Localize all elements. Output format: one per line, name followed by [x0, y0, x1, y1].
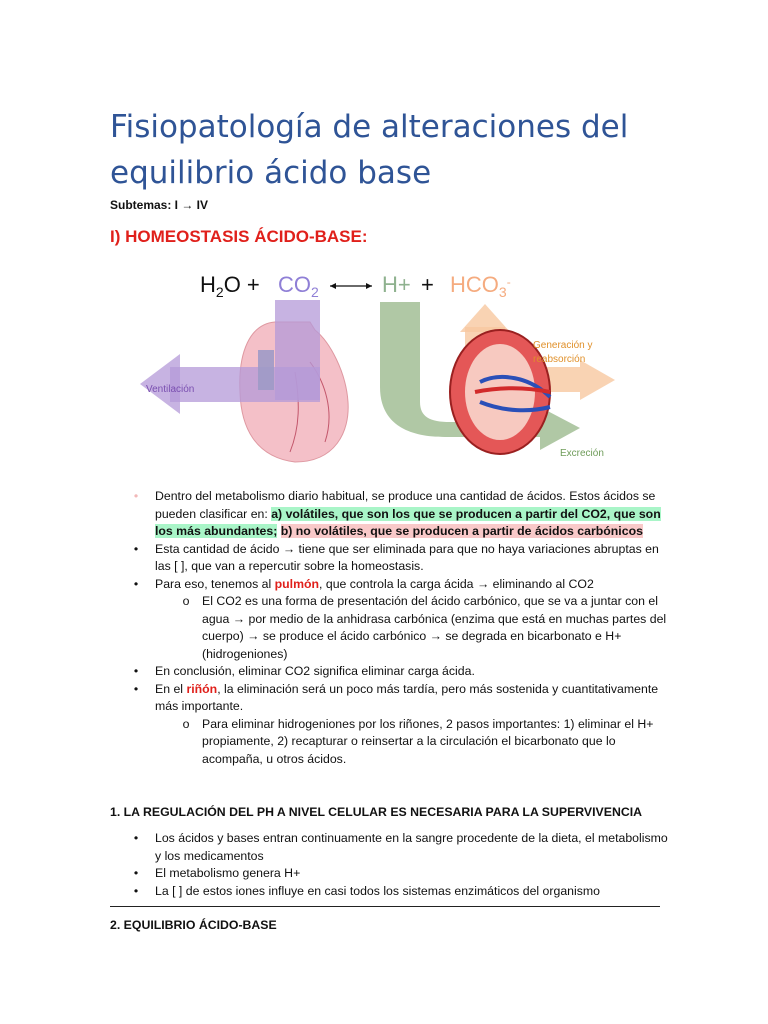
- equation-hplus: H+: [382, 272, 411, 297]
- sub-list-item: o El CO2 es una forma de presentación del ácido carbónico, que se va a juntar con el agua → por medio de la anhidrasa carbónica (enzima que está en muchas partes del cuerpo) → se produce el ácido carbónico → se degrada en bicarbonato e H+ (hidrogeniones): [110, 593, 670, 663]
- subtemas-line: Subtemas: I → IV: [110, 198, 209, 212]
- equation-co2: $CO_2$: [278, 272, 319, 300]
- list-item: • Los ácidos y bases entran continuamente en la sangre procedente de la dieta, el metabolismo y los medicamentos: [110, 830, 670, 865]
- generation-label-line1: Generación y: [533, 340, 593, 351]
- bullet-marker: •: [133, 576, 139, 591]
- section-heading-homeostasis: I) HOMEOSTASIS ÁCIDO-BASE:: [110, 227, 368, 246]
- list-item: • El metabolismo genera H+: [110, 865, 670, 883]
- list-item: • Esta cantidad de ácido → tiene que ser eliminada para que no haya variaciones abruptas en las [ ], que van a repercutir sobre la homeostasis.: [110, 541, 670, 576]
- bullet-marker: •: [133, 831, 139, 845]
- list-item: • En el riñón, la eliminación será un poco más tardía, pero más sostenida y cuantitativamente más importante.: [110, 681, 670, 716]
- list-item: • Para eso, tenemos al pulmón, que controla la carga ácida → eliminando al CO2: [110, 576, 670, 594]
- horizontal-rule: [110, 906, 660, 907]
- list-item: • Dentro del metabolismo diario habitual, se produce una cantidad de ácidos. Estos ácidos se pueden clasificar en: a) volátiles, que son los que se producen a partir del CO2, que son los más abundantes; b) no volátiles, que se producen a partir de ácidos carbónicos: [110, 488, 670, 541]
- bullet-marker: •: [133, 681, 139, 696]
- sub-list-item: o Para eliminar hidrogeniones por los riñones, 2 pasos importantes: 1) eliminar el H+ propiamente, 2) recapturar o reinsertar a la circulación el bicarbonato que lo acompaña, u otros ácidos.: [110, 716, 670, 769]
- equation-hco3: $HCO_3^-$: [450, 272, 511, 300]
- bullet-marker: •: [133, 541, 139, 556]
- bullet-marker: •: [133, 489, 139, 503]
- bullet-marker: •: [133, 866, 139, 880]
- generation-label-line2: reabsorción: [533, 354, 586, 365]
- sub-bullet-marker: o: [182, 594, 190, 608]
- section-heading-equilibrio: 2. EQUILIBRIO ÁCIDO-BASE: [110, 918, 277, 932]
- section-heading-regulacion-ph: 1. LA REGULACIÓN DEL PH A NIVEL CELULAR ES NECESARIA PARA LA SUPERVIVENCIA: [110, 805, 643, 819]
- main-bullet-list: [110, 488, 670, 768]
- equation-plus: +: [421, 272, 434, 297]
- bullet-marker: •: [133, 664, 139, 678]
- ventilation-label: Ventilación: [146, 384, 195, 395]
- equation-h2o: $H_2O$ +: [200, 272, 260, 300]
- list-item: • En conclusión, eliminar CO2 significa eliminar carga ácida.: [110, 663, 670, 681]
- document-title: Fisiopatología de alteraciones del equilibrio ácido base: [110, 109, 629, 191]
- bullet-marker: •: [133, 883, 139, 898]
- excretion-label: Excreción: [560, 448, 604, 459]
- list-item: • La [ ] de estos iones influye en casi todos los sistemas enzimáticos del organismo: [110, 883, 670, 901]
- sub-bullet-marker: o: [182, 716, 190, 731]
- acid-base-diagram: [120, 262, 630, 474]
- section2-bullet-list: [110, 830, 670, 900]
